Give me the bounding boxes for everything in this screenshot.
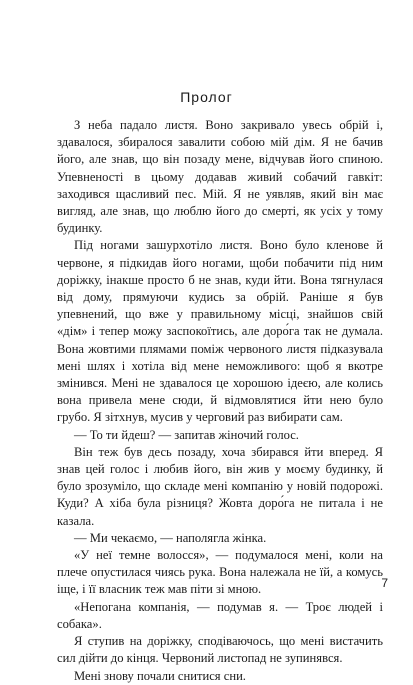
paragraph: «Непогана компанія, — подумав я. — Троє людей і собака». xyxy=(57,599,383,631)
paragraph: Під ногами зашурхотіло листя. Воно було кленове й червоне, я підкидав його ногами, щоби побачити під ним доріжку, інакше просто б не знав, куди йти. Вона тягнулася від дому, прямуючи кудись за обрій. Раніше я був упевнений, що вже у правильному місці, знайшов свій «дім» і тепер можу заспокоїтись, але доро́га так не думала. Вона жовтими плямами поміж червоного листя підказувала мені шлях і хотіла від мене неможливого: щоб я вкотре змінився. Мені не здавалося це хорошою ідеєю, але колись вона привела мене сюди, й відмовлятися йти нею було грубо. Я зітхнув, мусив у черговий раз вибирати сам. xyxy=(57,238,383,425)
paragraph: Мені знову почали снитися сни. xyxy=(74,668,246,683)
page-number: 7 xyxy=(381,576,388,590)
paragraph: Він теж був десь позаду, хоча збирався йти вперед. Я знав цей голос і любив його, він жив у моєму будинку, й було зрозуміло, що складе мені компанію у новій подорожі. Куди? А хіба була різниця? Жовта доро́га не питала і не казала. xyxy=(57,444,383,528)
paragraph: З неба падало листя. Воно закривало увесь обрій і, здавалося, збиралося завалити собою мій дім. Я не бачив його, але знав, що він позаду мене, відчував його спиною. Упевненості в цьому додавав живий собачий гавкіт: заходився щасливий пес. Мій. Я не уявляв, який він має вигляд, але знав, що люблю його до смерті, як усіх у тому будинку. xyxy=(57,118,383,236)
paragraph: — Ми чекаємо, — наполягла жінка. xyxy=(74,530,267,545)
chapter-title: Пролог xyxy=(180,89,233,105)
paragraph: — То ти йдеш? — запитав жіночий голос. xyxy=(74,427,299,442)
paragraph: Я ступив на доріжку, сподіваючось, що мені вистачить сил дійти до кінця. Червоний листопад не зупинявся. xyxy=(57,634,383,666)
paragraph: «У неї темне волосся», — подумалося мені, коли на плече опустилася чиясь рука. Вона належала не їй, а комусь іще, і її власник теж мав піти зі мною. xyxy=(57,548,383,597)
